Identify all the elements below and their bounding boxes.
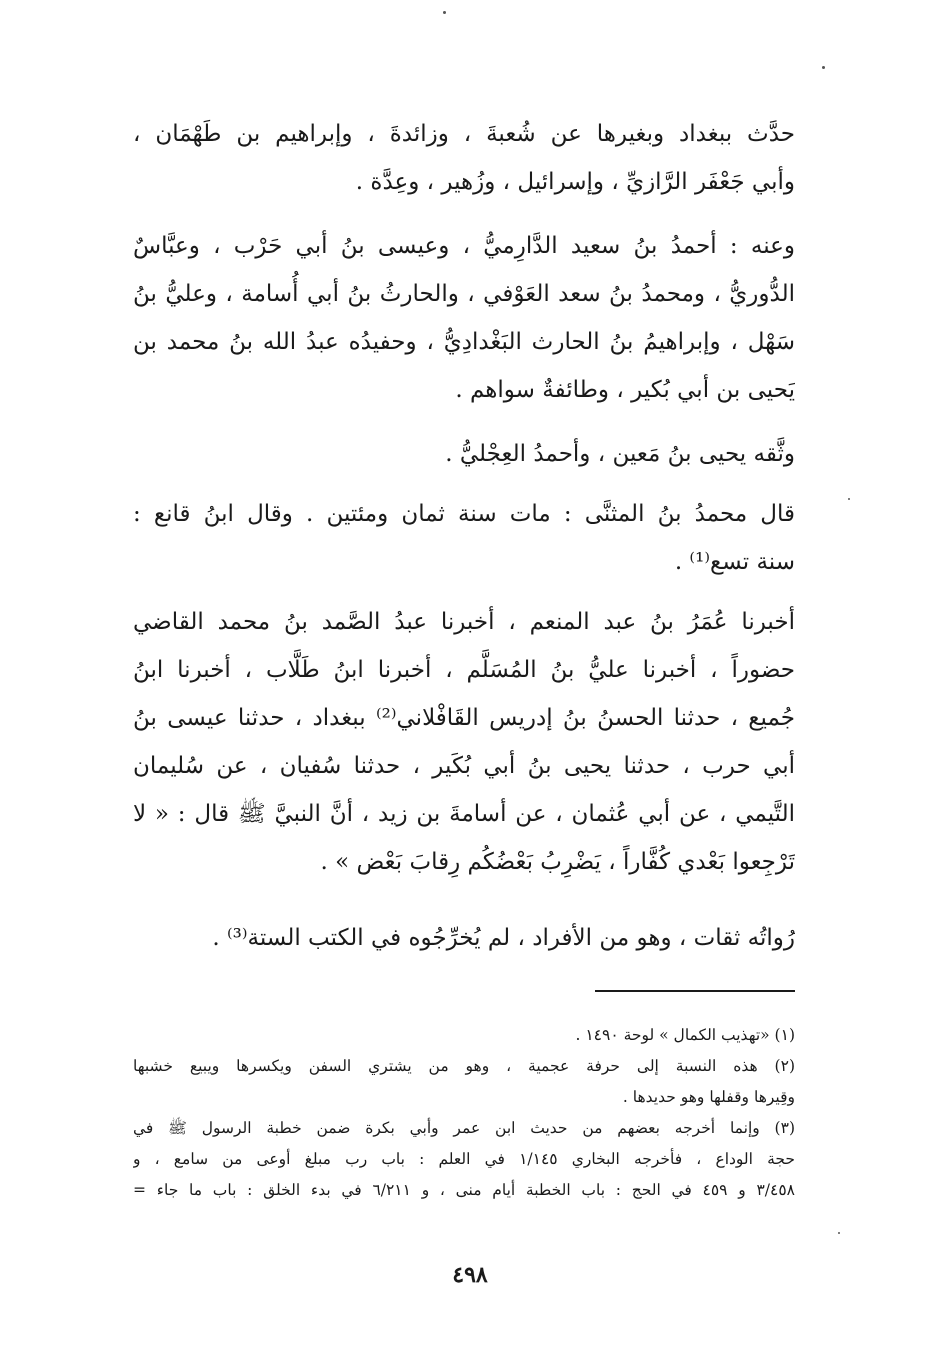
- scan-speck: [443, 11, 446, 14]
- scan-speck: [822, 66, 825, 69]
- footnote-separator: [595, 990, 795, 992]
- text-line: وثَّقه يحيى بنُ مَعين ، وأحمدُ العِجْليُّ .: [445, 441, 795, 467]
- text-line: جُميع ، حدثنا الحسنُ بنُ إدريس القَافْلاني⁽²⁾ ببغداد ، حدثنا عيسى بنُ: [133, 705, 795, 731]
- text-line: سنة تسع⁽¹⁾ .: [674, 549, 795, 575]
- footnote-line: (٣) وإنما أخرجه بعضهم من حديث ابن عمر وأبي بكرة ضمن خطبة الرسول ﷺ في: [133, 1119, 795, 1137]
- text-line: وأبي جَعْفَر الرَّازيِّ ، وإسرائيل ، وزُهير ، وعِدَّة .: [355, 169, 795, 195]
- paragraph-grading: [133, 914, 795, 962]
- paragraph-hadith-isnad: [133, 598, 795, 886]
- paragraph-death-date: [133, 490, 795, 586]
- footnote-3: [133, 1113, 795, 1206]
- footnote-2: [133, 1051, 795, 1113]
- footnote-line: ٣/٤٥٨ و ٤٥٩ في الحج : باب الخطبة أيام منى ، و ٦/٢١١ في بدء الخلق : باب ما جاء =: [133, 1181, 795, 1199]
- paragraph-narrators-to: [133, 222, 795, 414]
- text-line: التَّيمي ، عن أبي عُثمان ، عن أسامةَ بن زيد ، أنَّ النبيَّ ﷺ قال : « لا: [133, 801, 795, 827]
- text-line: يَحيى بن أبي بُكير ، وطائفةٌ سواهم .: [455, 377, 795, 403]
- text-line: حضوراً ، أخبرنا عليُّ بنُ المُسَلَّم ، أخبرنا ابنُ طَلَّاب ، أخبرنا ابنُ: [133, 657, 795, 683]
- page-number: ٤٩٨: [452, 1262, 488, 1288]
- text-line: أبي حرب ، حدثنا يحيى بنُ أبي بُكَير ، حدثنا سُفيان ، عن سُليمان: [133, 753, 795, 779]
- paragraph-narrators-from: [133, 110, 795, 206]
- text-line: حدَّث ببغداد وبغيرها عن شُعبةَ ، وزائدةَ ، وإبراهيم بن طَهْمَان ،: [133, 121, 795, 147]
- footnote-line: (٢) هذه النسبة إلى حرفة عجمية ، وهو من يشتري السفن ويكسرها ويبيع خشبها: [133, 1057, 795, 1075]
- text-line: الدُّوريُّ ، ومحمدُ بنُ سعد العَوْفي ، والحارثُ بنُ أبي أُسامة ، وعليُّ بنُ: [133, 281, 795, 307]
- footnote-1: [133, 1020, 795, 1051]
- footnotes: [133, 1020, 795, 1206]
- footnote-line: حجة الوداع ، فأخرجه البخاري ١/١٤٥ في العلم : باب رب مبلغ أوعى من سامع ، و: [133, 1150, 795, 1168]
- scan-speck: [848, 498, 850, 500]
- footnote-line: وقِيرها وقفلها وهو حديدها .: [622, 1088, 795, 1106]
- text-line: رُواتُه ثقات ، وهو من الأفراد ، لم يُخرِّجُوه في الكتب الستة⁽³⁾ .: [212, 925, 795, 951]
- text-line: وعنه : أحمدُ بنُ سعيد الدَّارِميُّ ، وعيسى بنُ أبي حَرْب ، وعبَّاسٌ: [133, 233, 795, 259]
- text-line: سَهْل ، وإبراهيمُ بنُ الحارث البَغْدادِيُّ ، وحفيدُه عبدُ الله بنُ محمد بن: [133, 329, 795, 355]
- text-line: قال محمدُ بنُ المثنَّى : مات سنة ثمان ومئتين . وقال ابنُ قانع :: [133, 501, 795, 527]
- scan-speck: [838, 1232, 840, 1234]
- text-line: أخبرنا عُمَرُ بنُ عبد المنعم ، أخبرنا عبدُ الصَّمد بنُ محمد القاضي: [133, 609, 795, 635]
- footnote-line: (١) «تهذيب الكمال » لوحة ١٤٩٠ .: [575, 1026, 795, 1044]
- paragraph-tawthiq: [133, 430, 795, 478]
- text-line: تَرْجِعوا بَعْدي كُفَّاراً ، يَضْرِبُ بَعْضُكُم رِقابَ بَعْض » .: [320, 849, 795, 875]
